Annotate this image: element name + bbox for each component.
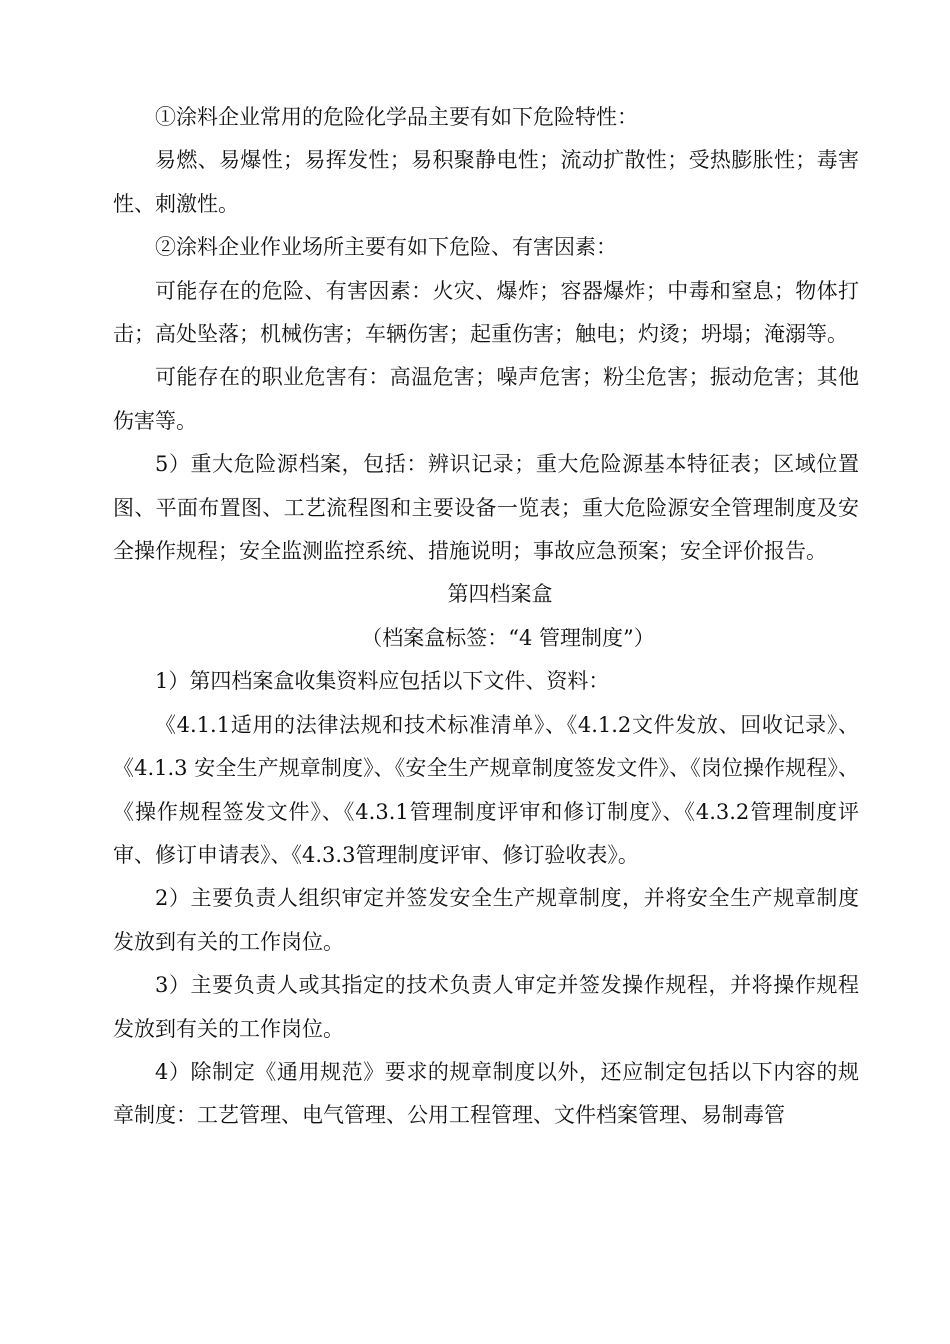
paragraph-workplace-hazards-intro: ②涂料企业作业场所主要有如下危险、有害因素： bbox=[155, 235, 617, 260]
paragraph-box4-contents-intro: 1）第四档案盒收集资料应包括以下文件、资料： bbox=[155, 669, 610, 694]
paragraph-procedures-approval: 3）主要负责人或其指定的技术负责人审定并签发操作规程，并将操作规程发放到有关的工作岗位。 bbox=[113, 973, 859, 1041]
paragraph-rules-approval: 2）主要负责人组织审定并签发安全生产规章制度，并将安全生产规章制度发放到有关的工作岗位。 bbox=[113, 886, 859, 954]
paragraph-hazard-characteristics-intro: ①涂料企业常用的危险化学品主要有如下危险特性： bbox=[155, 105, 638, 129]
paragraph-hazard-characteristics: 易燃、易爆性；易挥发性；易积聚静电性；流动扩散性；受热膨胀性；毒害性、刺激性。 bbox=[113, 148, 859, 216]
section-subtitle: （档案盒标签：“4 管理制度”） bbox=[361, 625, 655, 650]
paragraph-additional-rules: 4）除制定《通用规范》要求的规章制度以外，还应制定包括以下内容的规章制度：工艺管理、电气管理、公用工程管理、文件档案管理、易制毒管 bbox=[113, 1059, 859, 1128]
section-title: 第四档案盒 bbox=[447, 582, 553, 607]
paragraph-box4-document-list: 《4.1.1适用的法律法规和技术标准清单》、《4.1.2文件发放、回收记录》、《4.1.3 安全生产规章制度》、《安全生产规章制度签发文件》、《岗位操作规程》、《操作规程签发文件》、《4.3.1管理制度评审和修订制度》、《4.3.2管理制度评审、修订申请表》、《4.3.3管理制度评审、修订验收表》。 bbox=[113, 712, 859, 867]
document-body bbox=[113, 96, 859, 1138]
paragraph-major-hazard-archive: 5）重大危险源档案，包括：辨识记录；重大危险源基本特征表；区域位置图、平面布置图、工艺流程图和主要设备一览表；重大危险源安全管理制度及安全操作规程；安全监测监控系统、措施说明；事故应急预案；安全评价报告。 bbox=[113, 452, 859, 564]
paragraph-workplace-hazards: 可能存在的危险、有害因素：火灾、爆炸；容器爆炸；中毒和窒息；物体打击；高处坠落；机械伤害；车辆伤害；起重伤害；触电；灼烫；坍塌；淹溺等。 bbox=[113, 278, 859, 347]
paragraph-occupational-hazards: 可能存在的职业危害有：高温危害；噪声危害；粉尘危害；振动危害；其他伤害等。 bbox=[113, 365, 859, 433]
